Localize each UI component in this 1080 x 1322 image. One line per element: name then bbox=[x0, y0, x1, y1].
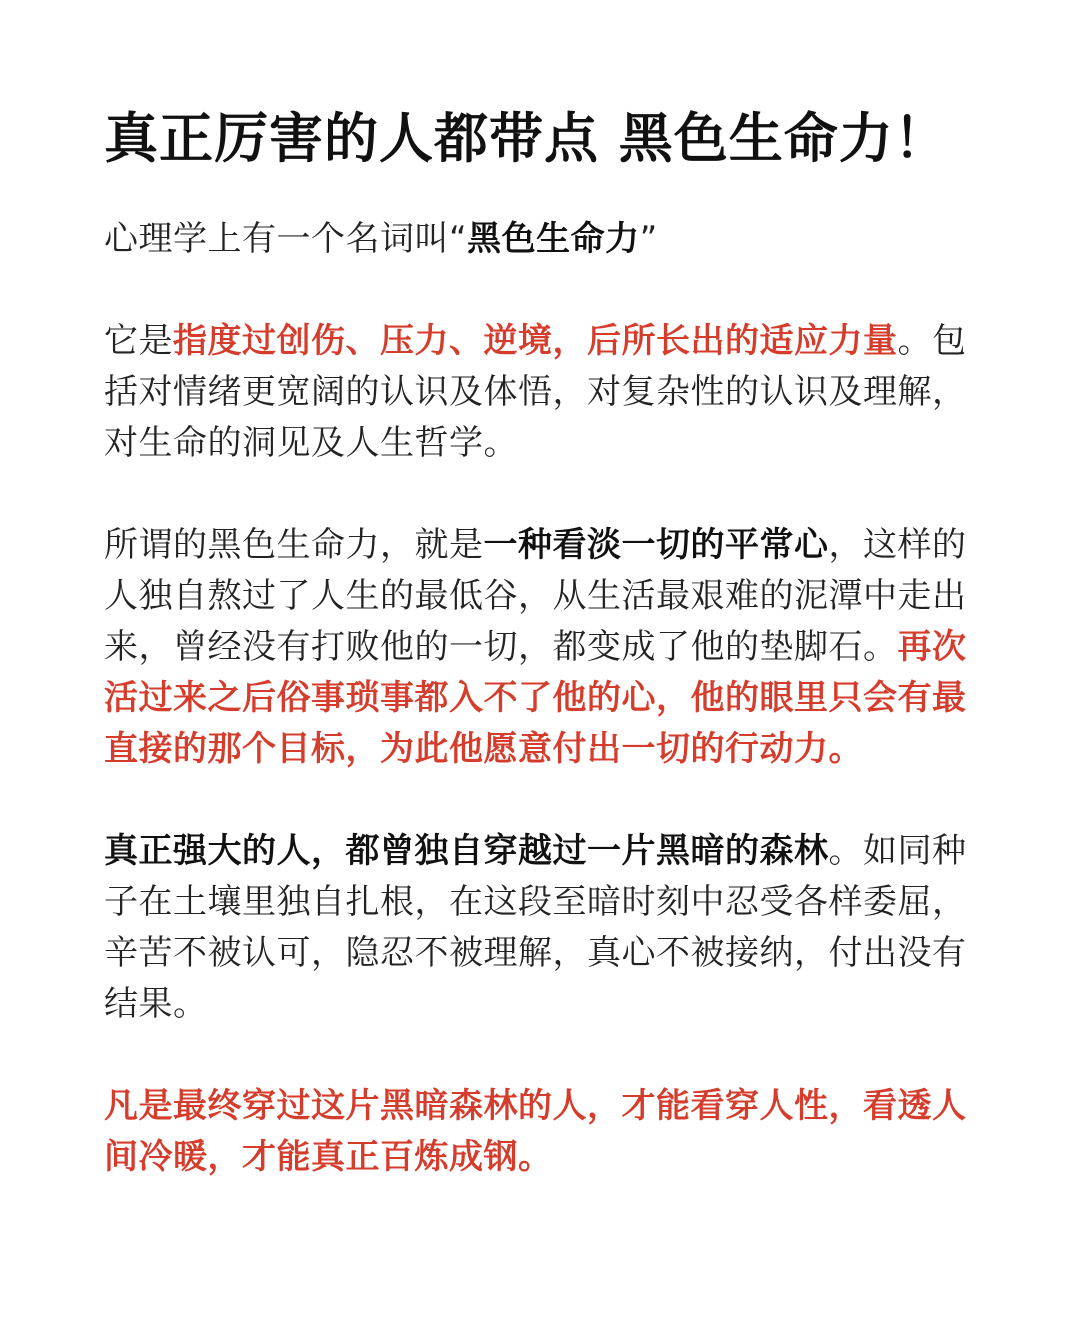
paragraph-conclusion bbox=[104, 1081, 976, 1183]
article bbox=[104, 104, 976, 1183]
paragraph-definition bbox=[104, 316, 976, 469]
meaning-bold-highlight: 一种看淡一切的平常心 bbox=[483, 525, 829, 565]
intro-text-1: 心理学上有一个名词叫“ bbox=[104, 219, 468, 259]
definition-text-2: 。包括对情绪更宽阔的认识及体悟，对复杂性的认识及理解，对生命的洞见及人生哲学。 bbox=[104, 321, 967, 463]
conclusion-red-highlight: 凡是最终穿过这片黑暗森林的人，才能看穿人性，看透人间冷暖，才能真正百炼成钢。 bbox=[104, 1086, 967, 1177]
article-title: 真正厉害的人都带点 黑色生命力！ bbox=[104, 107, 949, 170]
intro-text-2: ” bbox=[639, 219, 658, 259]
strength-bold-highlight: 真正强大的人，都曾独自穿越过一片黑暗的森林 bbox=[104, 831, 829, 871]
meaning-text-2: ，这样的人独自熬过了人生的最低谷，从生活最艰难的泥潭中走出来，曾经没有打败他的一切，都变成了他的垫脚石。 bbox=[104, 525, 967, 667]
meaning-red-highlight: 再次活过来之后俗事琐事都入不了他的心，他的眼里只会有最直接的那个目标，为此他愿意付出一切的行动力。 bbox=[104, 627, 967, 769]
paragraph-strength bbox=[104, 826, 976, 1030]
strength-text: 。如同种子在土壤里独自扎根，在这段至暗时刻中忍受各样委屈，辛苦不被认可，隐忍不被理解，真心不被接纳，付出没有结果。 bbox=[104, 831, 967, 1024]
meaning-text-1: 所谓的黑色生命力，就是 bbox=[104, 525, 484, 565]
paragraph-meaning bbox=[104, 520, 976, 775]
intro-paragraph bbox=[104, 214, 976, 265]
definition-text-1: 它是 bbox=[104, 321, 173, 361]
definition-red-highlight: 指度过创伤、压力、逆境，后所长出的适应力量 bbox=[173, 321, 898, 361]
intro-highlight: 黑色生命力 bbox=[467, 219, 640, 259]
